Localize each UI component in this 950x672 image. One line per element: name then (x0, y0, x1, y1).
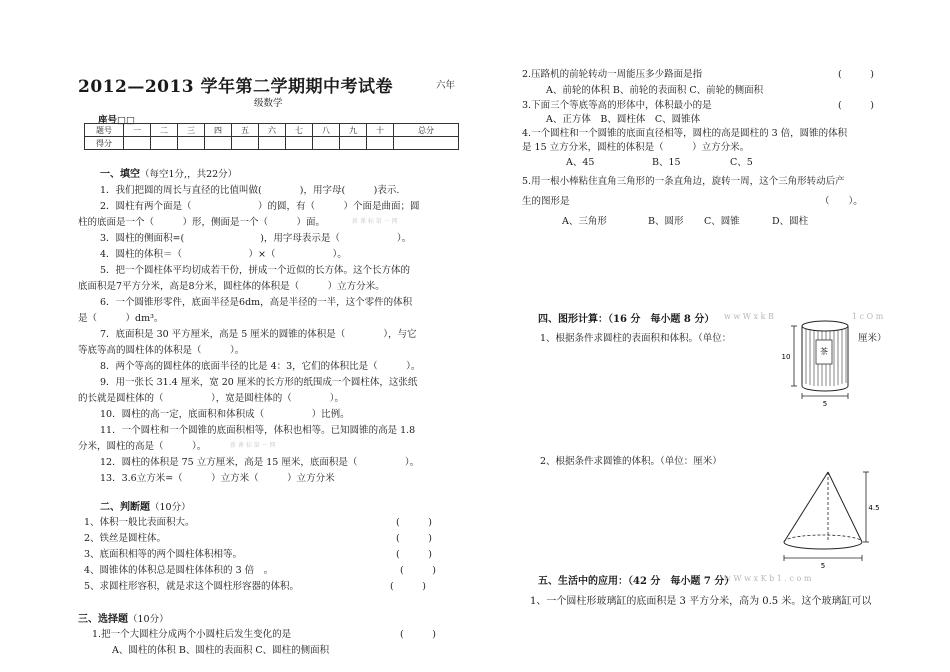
fill-line: 12．圆柱的体积是 75 立方厘米，高是 15 厘米，底面积是（ ）。 (100, 457, 420, 468)
choice-question: 1.把一个大圆柱分成两个小圆柱后发生变化的是 (92, 629, 292, 640)
cylinder-base-label: 5 (822, 400, 828, 408)
fill-line: 9．用一张长 31.4 厘米，宽 20 厘米的长方形的纸围成一个圆柱体，这张纸 (100, 377, 418, 388)
watermark: 新 课 标 第 一 网 (230, 442, 276, 449)
watermark: 新 课 标 第 一 网 (352, 218, 398, 225)
score-blank[interactable] (205, 137, 232, 150)
fill-line: 柱的底面是一个（ ）形，侧面是一个（ ）面。 (78, 217, 326, 228)
judge-blank[interactable]: ( ) (390, 581, 426, 592)
watermark: w W w x K b 1 . c o m (724, 574, 812, 583)
geometry-question: 2、根据条件求圆锥的体积。（单位：厘米） (540, 456, 722, 467)
score-cell: 得分 (85, 137, 124, 150)
section3-title: 三、选择题 (78, 614, 128, 625)
fill-line: 13．3.6立方米=（ ）立方米（ ）立方分米 (100, 473, 335, 484)
score-blank[interactable] (286, 137, 313, 150)
score-blank[interactable] (367, 137, 394, 150)
score-cell: 九 (340, 124, 367, 137)
fill-line: 分米，圆柱的高是（ ）。 (78, 441, 207, 452)
score-cell: 六 (259, 124, 286, 137)
application-question: 1、一个圆柱形玻璃缸的底面积是 3 平方分米，高为 0.5 米。这个玻璃缸可以 (530, 596, 872, 607)
fill-line: 2．圆柱有两个面是（ ）的圆，有（ ）个面是曲面；圆 (100, 201, 420, 212)
choice-blank[interactable]: ( ) (838, 69, 874, 80)
fill-line: 7．底面积是 30 平方厘米，高是 5 厘米的圆锥的体积是（ ），与它 (100, 329, 417, 340)
geometry-question-unit: 厘米） (858, 333, 887, 344)
fill-line: 1．我们把圆的周长与直径的比值叫做( )，用字母( )表示. (100, 185, 400, 196)
judge-blank[interactable]: ( ) (396, 517, 432, 528)
score-blank[interactable] (232, 137, 259, 150)
section1-note: （每空1分,，共22分） (140, 169, 238, 180)
score-cell: 二 (151, 124, 178, 137)
score-cell: 题号 (85, 124, 124, 137)
choice-option: C、5 (730, 157, 753, 168)
cone-height-label: 4.5 (868, 504, 880, 512)
watermark: w w W x k B (724, 312, 774, 321)
choice-options: A、前轮的体积 B、前轮的表面积 C、前轮的侧面积 (546, 85, 764, 96)
judge-blank[interactable]: ( ) (400, 565, 436, 576)
choice-blank[interactable]: ( ) (400, 629, 436, 640)
score-cell: 五 (232, 124, 259, 137)
score-blank[interactable] (259, 137, 286, 150)
choice-option: B、15 (652, 157, 681, 168)
fill-line: 10．圆柱的高一定，底面积和体积成（ ）比例。 (100, 409, 350, 420)
score-blank[interactable] (178, 137, 205, 150)
judge-item: 4、圆锥体的体积总是圆柱体体积的 3 倍 。 (84, 565, 274, 576)
fill-line: 6．一个圆锥形零件，底面半径是6dm，高是半径的一半，这个零件的体积 (100, 297, 413, 308)
score-cell: 总分 (394, 124, 459, 137)
grade-label-part1: 六年 (436, 80, 456, 91)
score-blank[interactable] (394, 137, 459, 150)
score-cell: 八 (313, 124, 340, 137)
fill-line: 5．把一个圆柱体平均切成若干份，拼成一个近似的长方体。这个长方体的 (100, 265, 411, 276)
choice-question: 4.一个圆柱和一个圆锥的底面直径相等，圆柱的高是圆柱的 3 倍，圆锥的体积 (522, 128, 848, 139)
choice-option: D、圆柱 (772, 216, 809, 227)
fill-line: 11．一个圆柱和一个圆锥的底面积相等，体积也相等。已知圆锥的高是 1.8 (100, 425, 416, 436)
score-cell: 十 (367, 124, 394, 137)
section3-heading (78, 610, 169, 625)
cylinder-diagram (772, 312, 872, 412)
judge-item: 1、体积一般比表面积大。 (84, 517, 195, 528)
score-table-score-row (85, 137, 459, 150)
judge-item: 3、底面积相等的两个圆柱体积相等。 (84, 549, 243, 560)
cone-diagram (772, 466, 882, 576)
choice-option: A、三角形 (562, 216, 607, 227)
cone-base-label: 5 (820, 562, 826, 570)
section4-title: 四、图形计算：（16 分 每小题 8 分） (538, 314, 715, 325)
choice-option: B、圆形 (648, 216, 684, 227)
section1-title: 一、填空 (100, 169, 140, 180)
score-cell: 一 (124, 124, 151, 137)
fill-line: 的长就是圆柱体的（ ），宽是圆柱体的（ ）。 (78, 393, 345, 404)
cylinder-height-label: 10 (781, 353, 791, 361)
judge-blank[interactable]: ( ) (396, 549, 432, 560)
choice-question: 是 15 立方分米，圆柱的体积是（ ）立方分米。 (522, 142, 750, 153)
score-cell: 三 (178, 124, 205, 137)
seat-number: 座号□□ (98, 115, 135, 126)
score-table-header-row (85, 124, 459, 137)
judge-item: 2、铁丝是圆柱体。 (84, 533, 167, 544)
choice-options: A、正方体 B、圆柱体 C、圆锥体 (546, 114, 701, 125)
choice-question: 3.下面三个等底等高的形体中，体积最小的是 (522, 100, 712, 111)
score-blank[interactable] (151, 137, 178, 150)
fill-line: 4．圆柱的体积＝（ ）×（ ）。 (100, 249, 347, 260)
score-blank[interactable] (124, 137, 151, 150)
geometry-question: 1、根据条件求圆柱的表面积和体积。（单位： (540, 333, 732, 344)
grade-label-part2: 级数学 (254, 98, 283, 109)
section5-title: 五、生活中的应用：（42 分 每小题 7 分） (538, 576, 735, 587)
fill-line: 底面积是7平方分米，高是8分米，圆柱体的体积是（ ）立方分米。 (78, 281, 385, 292)
choice-options: A、圆柱的体积 B、圆柱的表面积 C、圆柱的侧面积 (112, 645, 330, 656)
score-table (84, 123, 459, 150)
section2-note: （10分） (150, 502, 191, 513)
fill-line: 8．两个等高的圆柱体的底面半径的比是 4：3，它们的体积比是（ ）。 (100, 361, 421, 372)
score-cell: 四 (205, 124, 232, 137)
section2-title: 二、判断题 (100, 502, 150, 513)
choice-question: 5.用一根小棒粘住直角三角形的一条直角边，旋转一周，这个三角形转动后产 (522, 176, 845, 187)
choice-option: C、圆锥 (704, 216, 740, 227)
section3-note: （10分） (128, 614, 169, 625)
fill-line: 等底等高的圆柱体的体积是（ ）。 (78, 345, 245, 356)
judge-blank[interactable]: ( ) (396, 533, 432, 544)
fill-line: 是（ ）dm³。 (78, 313, 164, 324)
section1-heading (100, 165, 237, 180)
score-cell: 七 (286, 124, 313, 137)
choice-option: A、45 (566, 157, 595, 168)
watermark: 1 c O m (852, 312, 884, 321)
fill-line: 3．圆柱的侧面积=( )，用字母表示是（ ）。 (100, 233, 412, 244)
cylinder-can-text: 茶 (820, 347, 828, 356)
choice-question: 生的图形是 (522, 196, 570, 207)
score-blank[interactable] (340, 137, 367, 150)
choice-question: 2.压路机的前轮转动一周能压多少路面是指 (522, 69, 703, 80)
exam-title: 2012—2013 学年第二学期期中考试卷 (78, 77, 394, 97)
choice-blank[interactable]: ( ) (838, 100, 874, 111)
judge-item: 5、求圆柱形容积，就是求这个圆柱形容器的体积。 (84, 581, 300, 592)
choice-blank[interactable]: （ ）。 (820, 196, 863, 207)
score-blank[interactable] (313, 137, 340, 150)
section2-heading (100, 498, 191, 513)
